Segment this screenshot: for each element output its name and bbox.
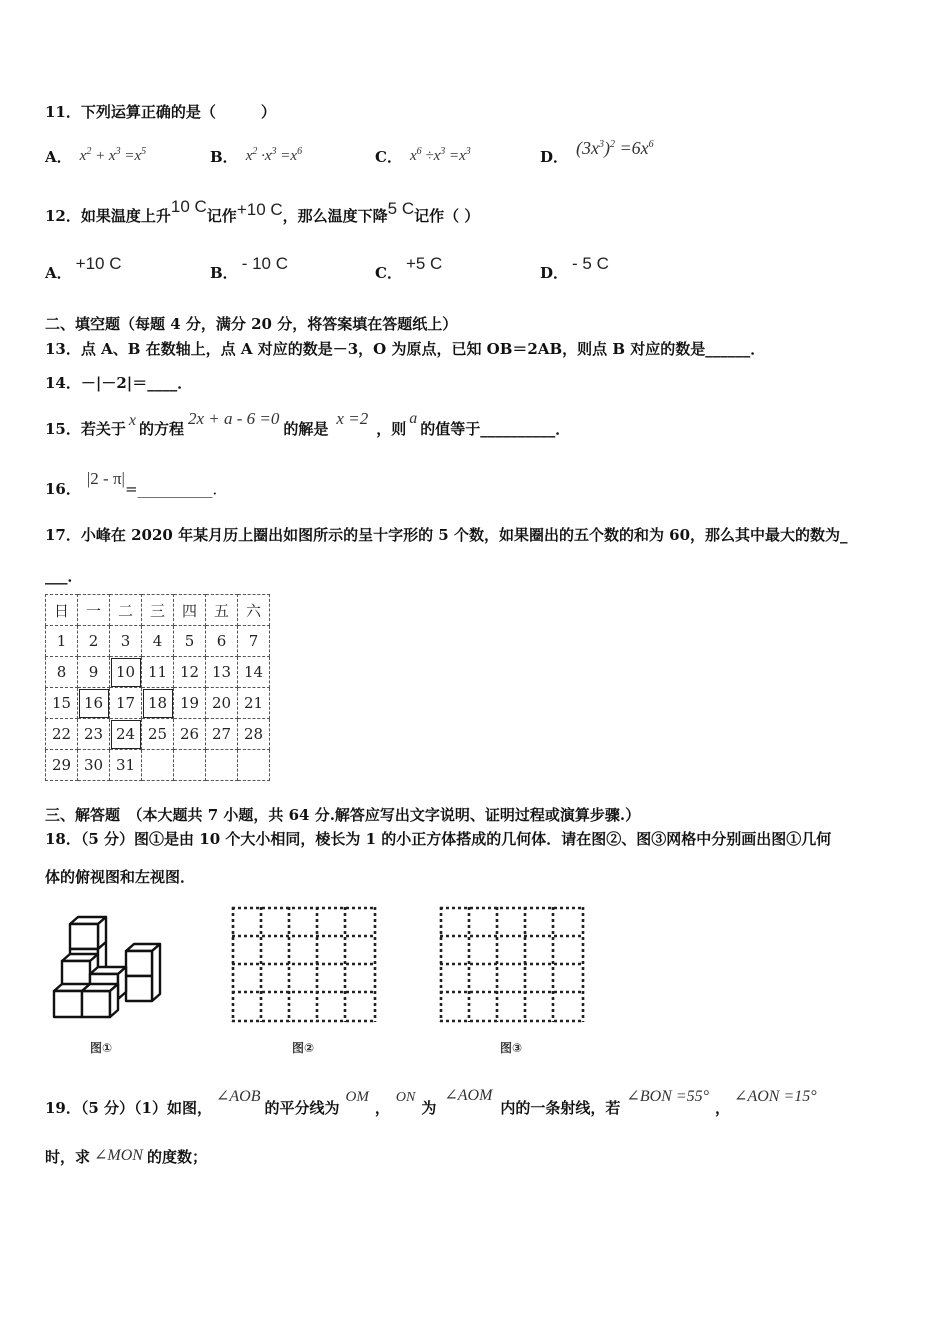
q19-text-2: 的平分线为 [264, 1099, 340, 1117]
q19-ray-on: ON [395, 1090, 416, 1105]
calendar-day: 8 [46, 657, 78, 688]
calendar-day: 12 [174, 657, 206, 688]
calendar-day-circled: 10 [110, 657, 142, 688]
q19-angle-aom: ∠AOM [444, 1087, 493, 1104]
q15-text-2: 的方程 [138, 420, 184, 438]
grid-figure-3 [438, 905, 586, 1025]
option-expression: $x^2 + x^3 =x^5$ [79, 146, 147, 164]
q12-text-4: 记作（ ） [414, 207, 480, 225]
calendar-weekday: 三 [142, 595, 174, 626]
calendar-day [174, 750, 206, 781]
option-value: - 10 C [241, 254, 288, 273]
calendar-day: 23 [78, 719, 110, 750]
question-18-line-2: 体的俯视图和左视图． [45, 868, 196, 886]
calendar-weekday: 五 [206, 595, 238, 626]
calendar-day: 22 [46, 719, 78, 750]
question-17-line-1: 17．小峰在 2020 年某月历上圈出如图所示的呈十字形的 5 个数，如果圈出的五个数的和为 60，那么其中最大的数为_ [45, 526, 848, 544]
calendar-day: 7 [238, 626, 270, 657]
q15-equation: 2x + a - 6 =0 [188, 409, 280, 428]
q16-answer-blank: =__________． [124, 480, 228, 498]
option-label: C． [375, 148, 402, 166]
calendar-day: 25 [142, 719, 174, 750]
q19-angle-aob: ∠AOB [215, 1088, 261, 1105]
q16-expression: |2 - π| [86, 469, 125, 488]
q19-text-1: 19．（5 分）（1）如图， [45, 1099, 212, 1117]
calendar-week-row [46, 719, 270, 750]
calendar-weekday: 二 [110, 595, 142, 626]
calendar-day: 20 [206, 688, 238, 719]
calendar-day: 28 [238, 719, 270, 750]
section-3-heading: 三、解答题 （本大题共 7 小题，共 64 分.解答应写出文字说明、证明过程或演算步骤.） [45, 806, 641, 824]
calendar-day: 14 [238, 657, 270, 688]
option-label: B． [210, 264, 238, 282]
calendar-day: 11 [142, 657, 174, 688]
calendar-weekday: 六 [238, 595, 270, 626]
q19-text-4: 内的一条射线，若 [500, 1099, 621, 1117]
calendar-week-row [46, 688, 270, 719]
option-label: D． [540, 148, 569, 166]
q12-text-3: ，那么温度下降 [282, 207, 388, 225]
q19-comma-1: ， [374, 1099, 390, 1117]
question-15 [45, 409, 571, 439]
q15-text-3: 的解是 [283, 420, 329, 438]
calendar-day: 19 [174, 688, 206, 719]
question-19-line-1 [45, 1087, 821, 1118]
calendar-week-row [46, 657, 270, 688]
question-12 [45, 197, 480, 226]
calendar-week-row [46, 626, 270, 657]
figure-1-caption: 图① [90, 1041, 113, 1055]
cube-stack-figure [48, 914, 163, 1024]
q15-var-a: a [409, 410, 418, 427]
calendar-day: 27 [206, 719, 238, 750]
figure-2-caption: 图② [292, 1041, 315, 1055]
q15-text-5: 的值等于__________． [420, 420, 571, 438]
calendar-day-circled: 24 [110, 719, 142, 750]
calendar-day: 9 [78, 657, 110, 688]
calendar-weekday: 日 [46, 595, 78, 626]
question-18-line-1: 18．（5 分）图①是由 10 个大小相同，棱长为 1 的小正方体搭成的几何体．请在图②、图③网格中分别画出图①几何 [45, 830, 832, 848]
q19-comma-2: ， [715, 1099, 731, 1117]
calendar-day: 26 [174, 719, 206, 750]
calendar-day: 13 [206, 657, 238, 688]
calendar-header-row [46, 595, 270, 626]
q12-option-a [45, 254, 122, 283]
calendar-day: 30 [78, 750, 110, 781]
calendar-day [206, 750, 238, 781]
calendar-day: 6 [206, 626, 238, 657]
option-expression: $(3x^3)^2 =6x^6$ [576, 138, 654, 158]
q12-text-1: 12．如果温度上升 [45, 207, 171, 225]
q19-text-6: 的度数； [146, 1148, 207, 1166]
calendar-day: 5 [174, 626, 206, 657]
calendar-day-circled: 18 [142, 688, 174, 719]
question-13: 13．点 A、B 在数轴上，点 A 对应的数是－3，O 为原点，已知 OB＝2AB，则点 B 对应的数是______． [45, 340, 766, 358]
calendar-day: 15 [46, 688, 78, 719]
question-17-line-2: ___． [45, 567, 83, 585]
option-label: C． [375, 264, 402, 282]
calendar-day-circled: 16 [78, 688, 110, 719]
q12-math-2: +10 C [236, 200, 283, 219]
q12-option-b [210, 254, 288, 283]
calendar-day: 29 [46, 750, 78, 781]
q12-math-1: 10 C [170, 197, 207, 216]
q19-text-3: 为 [421, 1099, 437, 1117]
question-11: 11．下列运算正确的是（ ） [45, 103, 276, 121]
calendar-weekday: 一 [78, 595, 110, 626]
q12-math-3: 5 C [387, 199, 415, 218]
option-value: +10 C [75, 254, 122, 273]
option-value: +5 C [405, 254, 443, 273]
question-14: 14．－|－2|＝____． [45, 374, 193, 392]
q19-angle-mon: ∠MON [94, 1147, 143, 1164]
calendar-day: 17 [110, 688, 142, 719]
grid-figure-2 [230, 905, 378, 1025]
q15-text-4: ，则 [376, 420, 407, 438]
option-label: D． [540, 264, 569, 282]
option-expression: $x^2 \cdot x^3 =x^6$ [245, 146, 303, 164]
option-label: B． [210, 148, 238, 166]
calendar-table [45, 594, 270, 781]
calendar-day: 4 [142, 626, 174, 657]
q19-angle-aon: ∠AON =15° [734, 1088, 817, 1105]
option-expression: $x^6 \div x^3 =x^3$ [409, 146, 471, 164]
section-2-heading: 二、填空题（每题 4 分，满分 20 分，将答案填在答题纸上） [45, 315, 458, 333]
calendar-week-row [46, 750, 270, 781]
q11-option-a [45, 146, 146, 167]
q11-option-b [210, 146, 302, 167]
q12-text-2: 记作 [206, 207, 237, 225]
q19-text-5: 时，求 [45, 1148, 91, 1166]
question-19-line-2 [45, 1146, 207, 1167]
q11-option-d [540, 138, 654, 167]
calendar-weekday: 四 [174, 595, 206, 626]
option-label: A． [45, 264, 72, 282]
q11-option-c [375, 146, 471, 167]
option-value: - 5 C [572, 254, 609, 273]
q15-solution: x =2 [336, 409, 369, 428]
q19-ray-om: OM [345, 1089, 369, 1105]
calendar-day [142, 750, 174, 781]
q15-var-x: x [128, 412, 136, 429]
option-label: A． [45, 148, 72, 166]
calendar-day: 3 [110, 626, 142, 657]
q12-option-c [375, 254, 443, 283]
question-16 [45, 469, 228, 499]
calendar-day: 21 [238, 688, 270, 719]
figure-3-caption: 图③ [500, 1041, 523, 1055]
q15-text-1: 15．若关于 [45, 420, 126, 438]
calendar-day [238, 750, 270, 781]
q16-label: 16． [45, 480, 81, 498]
calendar-day: 2 [78, 626, 110, 657]
q12-option-d [540, 254, 609, 283]
calendar-day: 31 [110, 750, 142, 781]
q19-angle-bon: ∠BON =55° [626, 1088, 710, 1105]
calendar-day: 1 [46, 626, 78, 657]
